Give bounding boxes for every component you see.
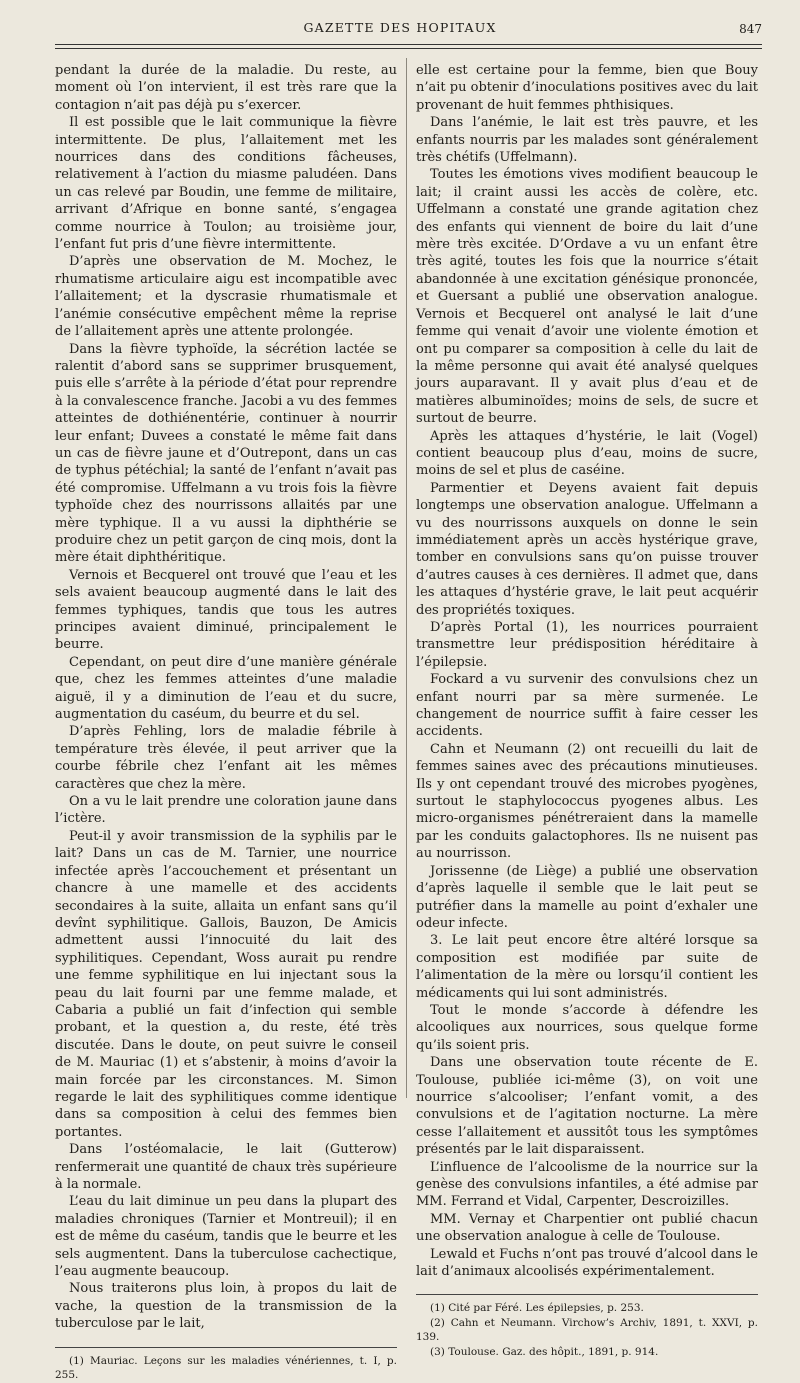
footnote: (1) Mauriac. Leçons sur les maladies vénériennes, t. I, p. 255. [55,1354,397,1382]
paragraph: Dans la fièvre typhoïde, la sécrétion lactée se ralentit d’abord sans se supprimer brusquement, puis elle s’arrête à la période d’état pour reprendre à la convalescence franche. Jacobi a vu des femmes atteintes de dothiénentérie, continuer à nourrir leur enfant; Duvees a constaté le même fait dans un cas de fièvre jaune et d’Outrepont, dans un cas de typhus pétéchial; la santé de l’enfant n’avait pas été compromise. Uffelmann a vu trois fois la fièvre typhoïde chez des nourrissons allaités par une mère typhique. Il a vu aussi la diphthérie se produire chez un petit garçon de cinq mois, dont la mère était diphthéritique. [55,341,397,566]
paragraph: MM. Vernay et Charpentier ont publié chacun une observation analogue à celle de Toulouse. [416,1211,758,1245]
footnote-rule [416,1294,758,1295]
paragraph: Il est possible que le lait communique la fièvre intermittente. De plus, l’allaitement met les nourrices dans des conditions fâcheuses, relativement à l’action du miasme paludéen. Dans un cas relevé par Boudin, une femme de militaire, arrivant d’Afrique en bonne santé, s’engagea comme nourrice à Toulon; au troisième jour, l’enfant fut pris d’une fièvre intermittente. [55,115,397,253]
paragraph: D’après Fehling, lors de maladie fébrile à température très élevée, il peut arriver que la courbe fébrile chez l’enfant ait les mêmes caractères que chez la mère. [55,724,397,792]
paragraph: Cependant, on peut dire d’une manière générale que, chez les femmes atteintes d’une maladie aiguë, il y a diminution de l’eau et du sucre, augmentation du caséum, du beurre et du sel. [55,654,397,723]
right-column [416,62,758,1359]
paragraph: Parmentier et Deyens avaient fait depuis longtemps une observation analogue. Uffelmann a vu des nourrissons auxquels on donne le sein immédiatement après un accès hystérique grave, tomber en convulsions sans qu’on puisse trouver d’autres causes à ces dernières. Il admet que, dans les attaques d’hystérie grave, le lait peut acquérir des propriétés toxiques. [416,480,758,618]
paragraph: Après les attaques d’hystérie, le lait (Vogel) contient beaucoup plus d’eau, moins de sucre, moins de sel et plus de caséine. [416,428,758,479]
paragraph: Jorissenne (de Liège) a publié une observation d’après laquelle il semble que le lait peut se putréfier dans la mamelle au point d’exhaler une odeur infecte. [416,863,758,931]
paragraph: On a vu le lait prendre une coloration jaune dans l’ictère. [55,794,397,827]
paragraph: Dans une observation toute récente de E. Toulouse, publiée ici-même (3), on voit une nourrice s’alcooliser; l’enfant vomit, a des convulsions et de l’agitation nocturne. La mère cesse l’allaitement et aussitôt tous les symptômes présentés par le lait disparaissent. [416,1055,758,1158]
paragraph: 3. Le lait peut encore être altéré lorsque sa composition est modifiée par suite de l’alimentation de la mère ou lorsqu’il contient les médicaments qui lui sont administrés. [416,933,758,1001]
paragraph: Vernois et Becquerel ont trouvé que l’eau et les sels avaient beaucoup augmenté dans le lait des femmes typhiques, tandis que tous les autres principes avaient diminué, principalement le beurre. [55,567,397,653]
footnote: (2) Cahn et Neumann. Virchow’s Archiv, 1891, t. XXVI, p. 139. [416,1316,758,1344]
paragraph: Peut-il y avoir transmission de la syphilis par le lait? Dans un cas de M. Tarnier, une nourrice infectée après l’accouchement et présentant un chancre à une mamelle et des accidents secondaires à la suite, allaita un enfant sans qu’il devînt syphilitique. Gallois, Bauzon, De Amicis admettent aussi l’innocuité du lait des syphilitiques. Cependant, Woss aurait pu rendre une femme syphilitique en lui injectant sous la peau du lait fourni par une femme malade, et Cabaria a publié un fait d’infection qui semble probant, et la question a, du reste, été très discutée. Dans le doute, on peut suivre le conseil de M. Mauriac (1) et s’abstenir, à moins d’avoir la main forcée par les circonstances. M. Simon regarde le lait des syphilitiques comme identique dans sa composition à celui des femmes bien portantes. [55,828,397,1140]
header-rule-double [55,48,762,49]
paragraph: Lewald et Fuchs n’ont pas trouvé d’alcool dans le lait d’animaux alcoolisés expérimentalement. [416,1246,758,1280]
footnote: (3) Toulouse. Gaz. des hôpit., 1891, p. 914. [430,1345,659,1358]
paragraph: elle est certaine pour la femme, bien que Bouy n’ait pu obtenir d’inoculations positives avec du lait provenant de huit femmes phthisiques. [416,63,758,113]
header-rule [55,44,762,45]
page-header-title: GAZETTE DES HOPITAUX [303,20,497,35]
paragraph: Tout le monde s’accorde à défendre les alcooliques aux nourrices, sous quelque forme qu’ils soient pris. [416,1002,758,1053]
paragraph: Nous traiterons plus loin, à propos du lait de vache, la question de la transmission de la tuberculose par le lait, [55,1281,397,1332]
paragraph: Dans l’anémie, le lait est très pauvre, et les enfants nourris par les malades sont généralement très chétifs (Uffelmann). [416,115,758,166]
left-column [55,62,397,1383]
paragraph: L’influence de l’alcoolisme de la nourrice sur la genèse des convulsions infantiles, a été admise par MM. Ferrand et Vidal, Carpenter, Descroizilles. [416,1159,758,1210]
paragraph: L’eau du lait diminue un peu dans la plupart des maladies chroniques (Tarnier et Montreuil); il en est de même du caséum, tandis que le beurre et les sels augmentent. Dans la tuberculose cachectique, l’eau augmente beaucoup. [55,1194,397,1280]
paragraph: Cahn et Neumann (2) ont recueilli du lait de femmes saines avec des précautions minutieuses. Ils y ont cependant trouvé des microbes pyogènes, surtout le staphylococcus pyogenes albus. Les micro-organismes pénétreraient dans la mamelle par les conduits galactophores. Ils ne nuisent pas au nourrisson. [416,741,758,862]
paragraph: D’après une observation de M. Mochez, le rhumatisme articulaire aigu est incompatible avec l’allaitement; et la dyscrasie rhumatismale et l’anémie consécutive empêchent même la reprise de l’allaitement après une attente prolongée. [55,254,397,340]
column-divider [406,58,407,1098]
paragraph: Dans l’ostéomalacie, le lait (Gutterow) renfermerait une quantité de chaux très supérieure à la normale. [55,1142,397,1192]
footnote: (1) Cité par Féré. Les épilepsies, p. 253. [430,1302,644,1315]
paragraph: D’après Portal (1), les nourrices pourraient transmettre leur prédisposition héréditaire à l’épilepsie. [416,620,758,670]
paragraph: pendant la durée de la maladie. Du reste, au moment où l’on intervient, il est très rare que la contagion n’ait pas déjà pu s’exercer. [55,63,397,113]
footnote-rule [55,1347,397,1348]
page-number: 847 [739,22,762,36]
paragraph: Fockard a vu survenir des convulsions chez un enfant nourri par sa mère surmenée. Le changement de nourrice suffit à faire cesser les accidents. [416,672,758,740]
paragraph: Toutes les émotions vives modifient beaucoup le lait; il craint aussi les accès de colère, etc. Uffelmann a constaté une grande agitation chez des enfants qui viennent de boire du lait d’une mère très excitée. D’Ordave a vu un enfant être très agité, toutes les fois que la nourrice s’était abandonnée à une excitation génésique prononcée, et Guersant a publié une observation analogue. Vernois et Becquerel ont analysé le lait d’une femme qui venait d’avoir une violente émotion et ont pu comparer sa composition à celle du lait de la même personne qui avait été analysé quelques jours auparavant. Il y avait plus d’eau et de matières albuminoïdes; moins de sels, de sucre et surtout de beurre. [416,167,758,427]
